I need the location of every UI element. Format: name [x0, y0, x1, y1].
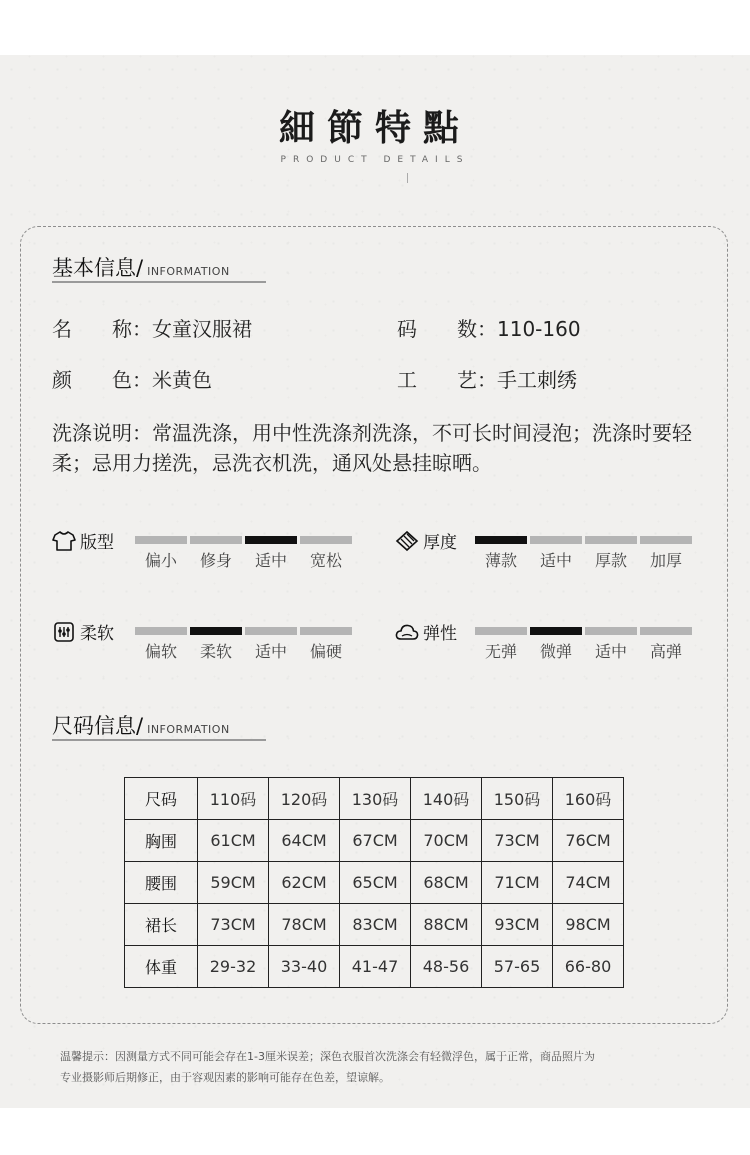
table-row-header: 尺码: [125, 778, 198, 820]
footer-note-line2: 专业摄影师后期修正，由于容观因素的影响可能存在色差，望谅解。: [60, 1071, 390, 1084]
scale-option-label: 适中: [254, 642, 287, 661]
size-info-underline: [52, 739, 266, 741]
wash-text: 常温洗涤，用中性洗涤剂洗涤，不可长时间浸泡；洗涤时要轻柔；忌用力搓洗，忌洗衣机洗，通风处悬挂晾晒。: [52, 421, 692, 475]
wash-instructions: [52, 418, 702, 478]
table-cell: 160码: [553, 778, 624, 820]
table-cell: 130码: [340, 778, 411, 820]
color-row: [52, 364, 212, 393]
scale-segment-selected: [190, 627, 242, 635]
size-info-heading-en: INFORMATION: [147, 723, 230, 736]
size-range-row: [397, 313, 581, 342]
attr-fit-label: 版型: [80, 533, 114, 553]
scale-option-label: 薄款: [484, 551, 517, 570]
table-row: [125, 862, 624, 904]
table-cell: 41-47: [340, 946, 411, 988]
table-cell: 93CM: [482, 904, 553, 946]
color-value: 米黄色: [152, 368, 212, 392]
table-cell: 48-56: [411, 946, 482, 988]
craft-row: [397, 364, 577, 393]
scale-segment: [475, 627, 527, 635]
scale-segment: [585, 627, 637, 635]
footer-note: [60, 1046, 710, 1088]
size-info-heading-zh: 尺码信息/: [52, 714, 144, 738]
scale-segment-selected: [475, 536, 527, 544]
size-table: [124, 777, 624, 988]
size-range-value: 110-160: [497, 317, 581, 341]
scale-segment: [135, 627, 187, 635]
table-cell: 73CM: [198, 904, 269, 946]
table-cell: 65CM: [340, 862, 411, 904]
name-row: [52, 313, 252, 342]
craft-label: 工 艺：: [397, 368, 497, 392]
wash-label: 洗涤说明：: [52, 421, 152, 445]
table-cell: 33-40: [269, 946, 340, 988]
scale-option-label: 高弹: [649, 642, 682, 661]
table-cell: 71CM: [482, 862, 553, 904]
layers-icon: [395, 530, 419, 552]
table-cell: 64CM: [269, 820, 340, 862]
name-value: 女童汉服裙: [152, 317, 252, 341]
scale-segment: [530, 536, 582, 544]
table-cell: 110码: [198, 778, 269, 820]
attr-elasticity-label: 弹性: [423, 624, 457, 644]
table-cell: 29-32: [198, 946, 269, 988]
scale-segment: [245, 627, 297, 635]
scale-option-label: 适中: [539, 551, 572, 570]
table-cell: 76CM: [553, 820, 624, 862]
page-title: 細節特點: [278, 107, 471, 149]
name-label: 名 称：: [52, 317, 152, 341]
scale-segment: [300, 536, 352, 544]
table-row-header: 腰围: [125, 862, 198, 904]
basic-info-underline: [52, 281, 266, 283]
scale-option-label: 宽松: [309, 551, 342, 570]
scale-option-label: 微弹: [539, 642, 572, 661]
table-cell: 66-80: [553, 946, 624, 988]
table-row: [125, 946, 624, 988]
scale-option-label: 偏小: [144, 551, 177, 570]
color-label: 颜 色：: [52, 368, 152, 392]
table-cell: 78CM: [269, 904, 340, 946]
craft-value: 手工刺绣: [497, 368, 577, 392]
table-row-header: 体重: [125, 946, 198, 988]
table-cell: 68CM: [411, 862, 482, 904]
footer-note-line1: 温馨提示：因测量方式不同可能会存在1-3厘米误差；深色衣服首次洗涤会有轻微浮色，属于正常，商品照片为: [60, 1050, 595, 1063]
table-cell: 70CM: [411, 820, 482, 862]
scale-segment: [300, 627, 352, 635]
tshirt-icon: [52, 530, 76, 552]
table-cell: 57-65: [482, 946, 553, 988]
table-row-header: 裙长: [125, 904, 198, 946]
scale-segment: [190, 536, 242, 544]
scale-option-label: 适中: [594, 642, 627, 661]
table-cell: 67CM: [340, 820, 411, 862]
scale-segment: [135, 536, 187, 544]
attr-softness-label: 柔软: [80, 624, 114, 644]
scale-segment-selected: [530, 627, 582, 635]
table-cell: 73CM: [482, 820, 553, 862]
table-cell: 62CM: [269, 862, 340, 904]
table-row: [125, 820, 624, 862]
table-cell: 98CM: [553, 904, 624, 946]
cloud-icon: [395, 621, 419, 643]
table-cell: 120码: [269, 778, 340, 820]
table-row: [125, 778, 624, 820]
table-row-header: 胸围: [125, 820, 198, 862]
scale-option-label: 偏软: [144, 642, 177, 661]
attr-thickness-label: 厚度: [423, 533, 457, 553]
scale-option-label: 厚款: [594, 551, 627, 570]
scale-option-label: 偏硬: [309, 642, 342, 661]
subtitle-divider: [407, 173, 408, 183]
table-cell: 83CM: [340, 904, 411, 946]
table-cell: 74CM: [553, 862, 624, 904]
scale-option-label: 适中: [254, 551, 287, 570]
scale-option-label: 无弹: [484, 642, 517, 661]
size-info-heading: [52, 710, 230, 740]
table-cell: 140码: [411, 778, 482, 820]
basic-info-heading: [52, 252, 230, 282]
table-row: [125, 904, 624, 946]
table-cell: 88CM: [411, 904, 482, 946]
table-cell: 59CM: [198, 862, 269, 904]
scale-segment: [640, 627, 692, 635]
fabric-icon: [52, 621, 76, 643]
table-cell: 150码: [482, 778, 553, 820]
basic-info-heading-zh: 基本信息/: [52, 256, 144, 280]
basic-info-heading-en: INFORMATION: [147, 265, 230, 278]
scale-segment: [640, 536, 692, 544]
table-cell: 61CM: [198, 820, 269, 862]
scale-segment-selected: [245, 536, 297, 544]
page-subtitle: PRODUCT DETAILS: [280, 155, 470, 165]
scale-option-label: 柔软: [199, 642, 232, 661]
scale-option-label: 加厚: [649, 551, 682, 570]
scale-option-label: 修身: [199, 551, 232, 570]
scale-segment: [585, 536, 637, 544]
size-range-label: 码 数：: [397, 317, 497, 341]
